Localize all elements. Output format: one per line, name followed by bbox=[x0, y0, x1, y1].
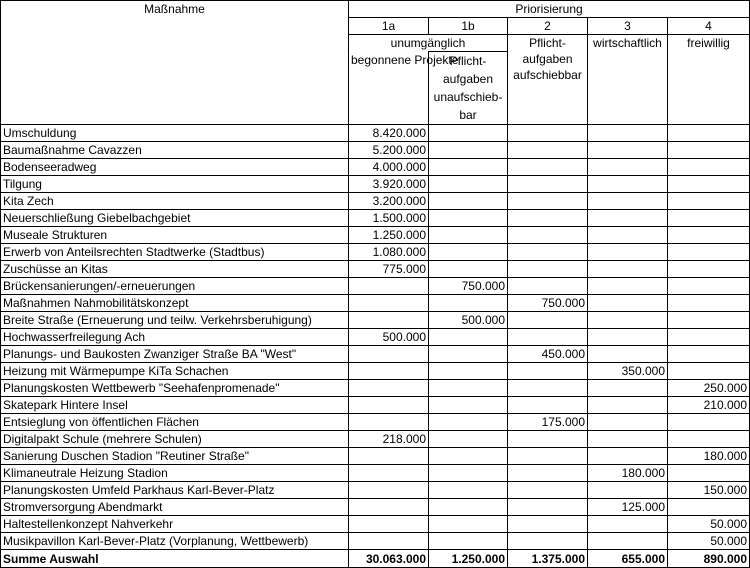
row-value-1a bbox=[349, 482, 429, 499]
row-value-4 bbox=[668, 159, 750, 176]
row-value-1b bbox=[429, 295, 508, 312]
row-value-4 bbox=[668, 142, 750, 159]
row-value-2 bbox=[508, 159, 588, 176]
row-value-1b bbox=[429, 125, 508, 142]
table-row bbox=[1, 193, 750, 210]
row-value-2 bbox=[508, 329, 588, 346]
row-label: Stromversorgung Abendmarkt bbox=[1, 499, 349, 516]
row-label: Skatepark Hintere Insel bbox=[1, 397, 349, 414]
row-label: Haltestellenkonzept Nahverkehr bbox=[1, 516, 349, 533]
header-freiwillig: freiwillig bbox=[668, 35, 750, 125]
row-value-4: 250.000 bbox=[668, 380, 750, 397]
row-value-3 bbox=[588, 346, 668, 363]
row-value-1a: 3.200.000 bbox=[349, 193, 429, 210]
row-value-3: 350.000 bbox=[588, 363, 668, 380]
row-value-1a: 4.000.000 bbox=[349, 159, 429, 176]
row-value-4 bbox=[668, 278, 750, 295]
row-value-2: 750.000 bbox=[508, 295, 588, 312]
header-pflicht-aufschiebbar bbox=[508, 35, 588, 125]
row-value-4 bbox=[668, 431, 750, 448]
row-label: Planungs- und Baukosten Zwanziger Straße BA "West" bbox=[1, 346, 349, 363]
row-value-4 bbox=[668, 176, 750, 193]
row-value-1b bbox=[429, 227, 508, 244]
header-unumgaenglich: unumgänglich bbox=[349, 35, 508, 52]
row-value-4 bbox=[668, 414, 750, 431]
header-col-4: 4 bbox=[668, 18, 750, 35]
row-value-1b bbox=[429, 465, 508, 482]
row-value-2 bbox=[508, 465, 588, 482]
row-value-2: 450.000 bbox=[508, 346, 588, 363]
row-value-1a: 5.200.000 bbox=[349, 142, 429, 159]
row-label: Breite Straße (Erneuerung und teilw. Verkehrsberuhigung) bbox=[1, 312, 349, 329]
row-label: Kita Zech bbox=[1, 193, 349, 210]
summe-label: Summe Auswahl bbox=[1, 550, 349, 568]
row-value-1b bbox=[429, 244, 508, 261]
table-row bbox=[1, 380, 750, 397]
row-value-1b: 750.000 bbox=[429, 278, 508, 295]
row-value-3 bbox=[588, 295, 668, 312]
row-value-1b bbox=[429, 414, 508, 431]
row-value-2 bbox=[508, 278, 588, 295]
row-value-3 bbox=[588, 261, 668, 278]
row-value-1a bbox=[349, 414, 429, 431]
row-value-1a bbox=[349, 312, 429, 329]
row-label: Planungskosten Umfeld Parkhaus Karl-Bever-Platz bbox=[1, 482, 349, 499]
row-value-3 bbox=[588, 176, 668, 193]
header-massnahme: Maßnahme bbox=[1, 1, 349, 125]
row-value-1a bbox=[349, 499, 429, 516]
row-value-3 bbox=[588, 380, 668, 397]
row-value-4 bbox=[668, 465, 750, 482]
row-value-1b bbox=[429, 346, 508, 363]
header-aufschiebbar: aufschiebbar bbox=[513, 68, 582, 82]
table-row bbox=[1, 448, 750, 465]
row-value-2 bbox=[508, 499, 588, 516]
row-label: Entsieglung von öffentlichen Flächen bbox=[1, 414, 349, 431]
row-value-3 bbox=[588, 210, 668, 227]
row-value-2 bbox=[508, 176, 588, 193]
row-value-2 bbox=[508, 431, 588, 448]
row-value-2 bbox=[508, 244, 588, 261]
row-value-1b bbox=[429, 329, 508, 346]
row-value-1b bbox=[429, 210, 508, 227]
row-value-1a bbox=[349, 448, 429, 465]
row-label: Digitalpakt Schule (mehrere Schulen) bbox=[1, 431, 349, 448]
table-row bbox=[1, 261, 750, 278]
row-value-1b bbox=[429, 142, 508, 159]
row-value-4: 180.000 bbox=[668, 448, 750, 465]
table-row bbox=[1, 142, 750, 159]
row-value-4: 150.000 bbox=[668, 482, 750, 499]
row-label: Bodenseeradweg bbox=[1, 159, 349, 176]
row-value-1a bbox=[349, 465, 429, 482]
row-value-3 bbox=[588, 431, 668, 448]
row-label: Erwerb von Anteilsrechten Stadtwerke (Stadtbus) bbox=[1, 244, 349, 261]
table-row bbox=[1, 516, 750, 533]
row-value-4: 50.000 bbox=[668, 516, 750, 533]
row-value-4 bbox=[668, 295, 750, 312]
row-value-3 bbox=[588, 533, 668, 550]
row-label: Umschuldung bbox=[1, 125, 349, 142]
row-value-3 bbox=[588, 448, 668, 465]
row-value-3 bbox=[588, 125, 668, 142]
row-value-2 bbox=[508, 312, 588, 329]
row-value-4 bbox=[668, 329, 750, 346]
row-value-3 bbox=[588, 482, 668, 499]
row-value-1b bbox=[429, 482, 508, 499]
row-label: Baumaßnahme Cavazzen bbox=[1, 142, 349, 159]
row-value-4 bbox=[668, 227, 750, 244]
table-row bbox=[1, 159, 750, 176]
row-value-4 bbox=[668, 244, 750, 261]
row-value-2 bbox=[508, 397, 588, 414]
header-pflicht-unaufschiebbar: Pflicht- aufgaben unaufschieb- bar bbox=[429, 52, 508, 125]
row-value-2 bbox=[508, 210, 588, 227]
header-begonnene-projekte: begonnene Projekte bbox=[349, 52, 429, 125]
row-value-2 bbox=[508, 448, 588, 465]
row-value-3 bbox=[588, 193, 668, 210]
table-row bbox=[1, 210, 750, 227]
row-value-1b bbox=[429, 397, 508, 414]
row-value-1b bbox=[429, 193, 508, 210]
row-value-1a: 1.500.000 bbox=[349, 210, 429, 227]
row-label: Sanierung Duschen Stadion "Reutiner Straße" bbox=[1, 448, 349, 465]
table-row bbox=[1, 278, 750, 295]
header-pflicht-aufgaben: Pflicht- aufgaben bbox=[522, 36, 573, 66]
row-label: Musikpavillon Karl-Bever-Platz (Vorplanung, Wettbewerb) bbox=[1, 533, 349, 550]
header-col-1a: 1a bbox=[349, 18, 429, 35]
row-value-1a: 1.080.000 bbox=[349, 244, 429, 261]
row-value-1a bbox=[349, 397, 429, 414]
row-value-2 bbox=[508, 193, 588, 210]
table-row bbox=[1, 482, 750, 499]
table-row bbox=[1, 312, 750, 329]
row-value-1a bbox=[349, 533, 429, 550]
table-row bbox=[1, 499, 750, 516]
row-value-1a: 775.000 bbox=[349, 261, 429, 278]
row-value-1a: 3.920.000 bbox=[349, 176, 429, 193]
row-label: Klimaneutrale Heizung Stadion bbox=[1, 465, 349, 482]
header-priorisierung: Priorisierung bbox=[349, 1, 750, 18]
row-value-3: 125.000 bbox=[588, 499, 668, 516]
row-value-2 bbox=[508, 533, 588, 550]
table-row bbox=[1, 295, 750, 312]
row-value-1a bbox=[349, 380, 429, 397]
summe-value-3: 655.000 bbox=[588, 550, 668, 568]
summe-value-2: 1.375.000 bbox=[508, 550, 588, 568]
table-row bbox=[1, 363, 750, 380]
row-value-4 bbox=[668, 210, 750, 227]
row-value-3 bbox=[588, 312, 668, 329]
row-value-4 bbox=[668, 346, 750, 363]
summe-value-4: 890.000 bbox=[668, 550, 750, 568]
row-value-4: 50.000 bbox=[668, 533, 750, 550]
row-label: Brückensanierungen/-erneuerungen bbox=[1, 278, 349, 295]
row-value-1b bbox=[429, 533, 508, 550]
row-value-1a bbox=[349, 295, 429, 312]
row-label: Planungskosten Wettbewerb "Seehafenpromenade" bbox=[1, 380, 349, 397]
row-label: Heizung mit Wärmepumpe KiTa Schachen bbox=[1, 363, 349, 380]
row-value-3 bbox=[588, 329, 668, 346]
row-value-1a bbox=[349, 346, 429, 363]
table-row bbox=[1, 346, 750, 363]
row-value-1b bbox=[429, 159, 508, 176]
header-col-1b: 1b bbox=[429, 18, 508, 35]
table-row bbox=[1, 431, 750, 448]
row-value-2 bbox=[508, 142, 588, 159]
row-value-1a: 500.000 bbox=[349, 329, 429, 346]
row-value-3 bbox=[588, 516, 668, 533]
table-row bbox=[1, 533, 750, 550]
row-value-3 bbox=[588, 244, 668, 261]
row-value-1a: 218.000 bbox=[349, 431, 429, 448]
row-value-2 bbox=[508, 380, 588, 397]
row-value-3 bbox=[588, 397, 668, 414]
row-value-1b bbox=[429, 431, 508, 448]
row-value-1a bbox=[349, 363, 429, 380]
row-value-1a bbox=[349, 516, 429, 533]
summe-row bbox=[1, 550, 750, 568]
row-value-3 bbox=[588, 227, 668, 244]
row-label: Zuschüsse an Kitas bbox=[1, 261, 349, 278]
row-value-1b bbox=[429, 363, 508, 380]
row-label: Museale Strukturen bbox=[1, 227, 349, 244]
row-value-4 bbox=[668, 499, 750, 516]
row-label: Hochwasserfreilegung Ach bbox=[1, 329, 349, 346]
row-label: Neuerschließung Giebelbachgebiet bbox=[1, 210, 349, 227]
row-value-3: 180.000 bbox=[588, 465, 668, 482]
row-value-2 bbox=[508, 516, 588, 533]
row-value-1a: 1.250.000 bbox=[349, 227, 429, 244]
table-row bbox=[1, 227, 750, 244]
row-value-4 bbox=[668, 261, 750, 278]
row-value-4 bbox=[668, 125, 750, 142]
table-row bbox=[1, 397, 750, 414]
table-row bbox=[1, 244, 750, 261]
summe-value-1a: 30.063.000 bbox=[349, 550, 429, 568]
row-value-4 bbox=[668, 363, 750, 380]
header-col-2: 2 bbox=[508, 18, 588, 35]
row-value-1b bbox=[429, 261, 508, 278]
row-label: Maßnahmen Nahmobilitätskonzept bbox=[1, 295, 349, 312]
row-value-1a: 8.420.000 bbox=[349, 125, 429, 142]
row-value-2: 175.000 bbox=[508, 414, 588, 431]
table-row bbox=[1, 176, 750, 193]
row-value-3 bbox=[588, 278, 668, 295]
row-value-1b bbox=[429, 448, 508, 465]
table-row bbox=[1, 465, 750, 482]
row-value-2 bbox=[508, 125, 588, 142]
header-wirtschaftlich: wirtschaftlich bbox=[588, 35, 668, 125]
row-value-1b bbox=[429, 176, 508, 193]
row-value-2 bbox=[508, 227, 588, 244]
row-value-2 bbox=[508, 261, 588, 278]
row-value-4: 210.000 bbox=[668, 397, 750, 414]
row-value-4 bbox=[668, 193, 750, 210]
row-label: Tilgung bbox=[1, 176, 349, 193]
row-value-2 bbox=[508, 363, 588, 380]
row-value-1b bbox=[429, 516, 508, 533]
row-value-3 bbox=[588, 142, 668, 159]
row-value-1b: 500.000 bbox=[429, 312, 508, 329]
table-row bbox=[1, 125, 750, 142]
row-value-1b bbox=[429, 380, 508, 397]
row-value-1a bbox=[349, 278, 429, 295]
row-value-3 bbox=[588, 414, 668, 431]
row-value-2 bbox=[508, 482, 588, 499]
table-row bbox=[1, 414, 750, 431]
row-value-3 bbox=[588, 159, 668, 176]
row-value-1b bbox=[429, 499, 508, 516]
row-value-4 bbox=[668, 312, 750, 329]
summe-value-1b: 1.250.000 bbox=[429, 550, 508, 568]
header-col-3: 3 bbox=[588, 18, 668, 35]
table-row bbox=[1, 329, 750, 346]
